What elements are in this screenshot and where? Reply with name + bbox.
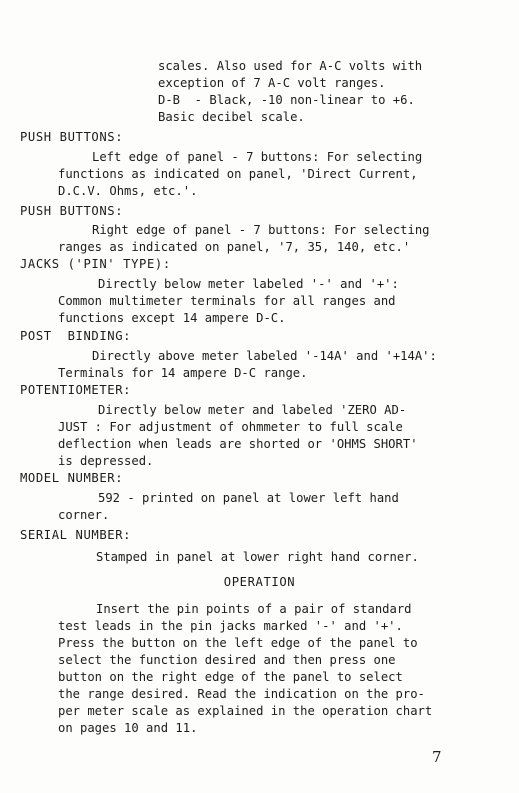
section-heading: MODEL NUMBER: <box>20 471 124 485</box>
section-heading: POST BINDING: <box>20 329 132 343</box>
body-line: Directly below meter and labeled 'ZERO AD- <box>98 403 407 417</box>
body-line: deflection when leads are shorted or 'OHMS SHORT' <box>58 437 418 451</box>
section-heading: SERIAL NUMBER: <box>20 528 132 542</box>
body-line: the range desired. Read the indication on the pro- <box>58 687 425 701</box>
body-line: Common multimeter terminals for all ranges and <box>58 294 396 308</box>
body-line: ranges as indicated on panel, '7, 35, 140, etc.' <box>58 240 411 254</box>
operation-heading: OPERATION <box>223 575 296 589</box>
body-line: Press the button on the left edge of the panel to <box>58 636 418 650</box>
body-line: Left edge of panel - 7 buttons: For selecting <box>92 150 423 164</box>
intro-line: exception of 7 A-C volt ranges. <box>158 76 386 90</box>
intro-line: Basic decibel scale. <box>158 110 305 124</box>
body-line: functions except 14 ampere D-C. <box>58 311 286 325</box>
section-heading: PUSH BUTTONS: <box>20 204 124 218</box>
section-heading: POTENTIOMETER: <box>20 383 132 397</box>
body-line: D.C.V. Ohms, etc.'. <box>58 184 198 198</box>
body-line: Directly above meter labeled '-14A' and '+14A': <box>92 349 437 363</box>
body-line: Insert the pin points of a pair of standard <box>96 602 412 616</box>
intro-line: scales. Also used for A-C volts with <box>158 59 423 73</box>
section-heading: JACKS ('PIN' TYPE): <box>20 257 171 271</box>
body-line: Stamped in panel at lower right hand corner. <box>96 550 419 564</box>
body-line: test leads in the pin jacks marked '-' and '+'. <box>58 619 403 633</box>
page-number: 7 <box>432 748 442 766</box>
body-line: Directly below meter labeled '-' and '+': <box>98 277 399 291</box>
body-line: on pages 10 and 11. <box>58 721 198 735</box>
body-line: functions as indicated on panel, 'Direct Current, <box>58 167 418 181</box>
body-line: 592 - printed on panel at lower left hand <box>98 491 399 505</box>
body-line: button on the right edge of the panel to select <box>58 670 403 684</box>
body-line: Terminals for 14 ampere D-C range. <box>58 366 308 380</box>
intro-line: D-B - Black, -10 non-linear to +6. <box>158 93 415 107</box>
body-line: corner. <box>58 508 110 522</box>
section-heading: PUSH BUTTONS: <box>20 130 124 144</box>
body-line: JUST : For adjustment of ohmmeter to full scale <box>58 420 403 434</box>
body-line: per meter scale as explained in the operation chart <box>58 704 433 718</box>
body-line: select the function desired and then press one <box>58 653 396 667</box>
body-line: is depressed. <box>58 454 154 468</box>
body-line: Right edge of panel - 7 buttons: For selecting <box>92 223 430 237</box>
